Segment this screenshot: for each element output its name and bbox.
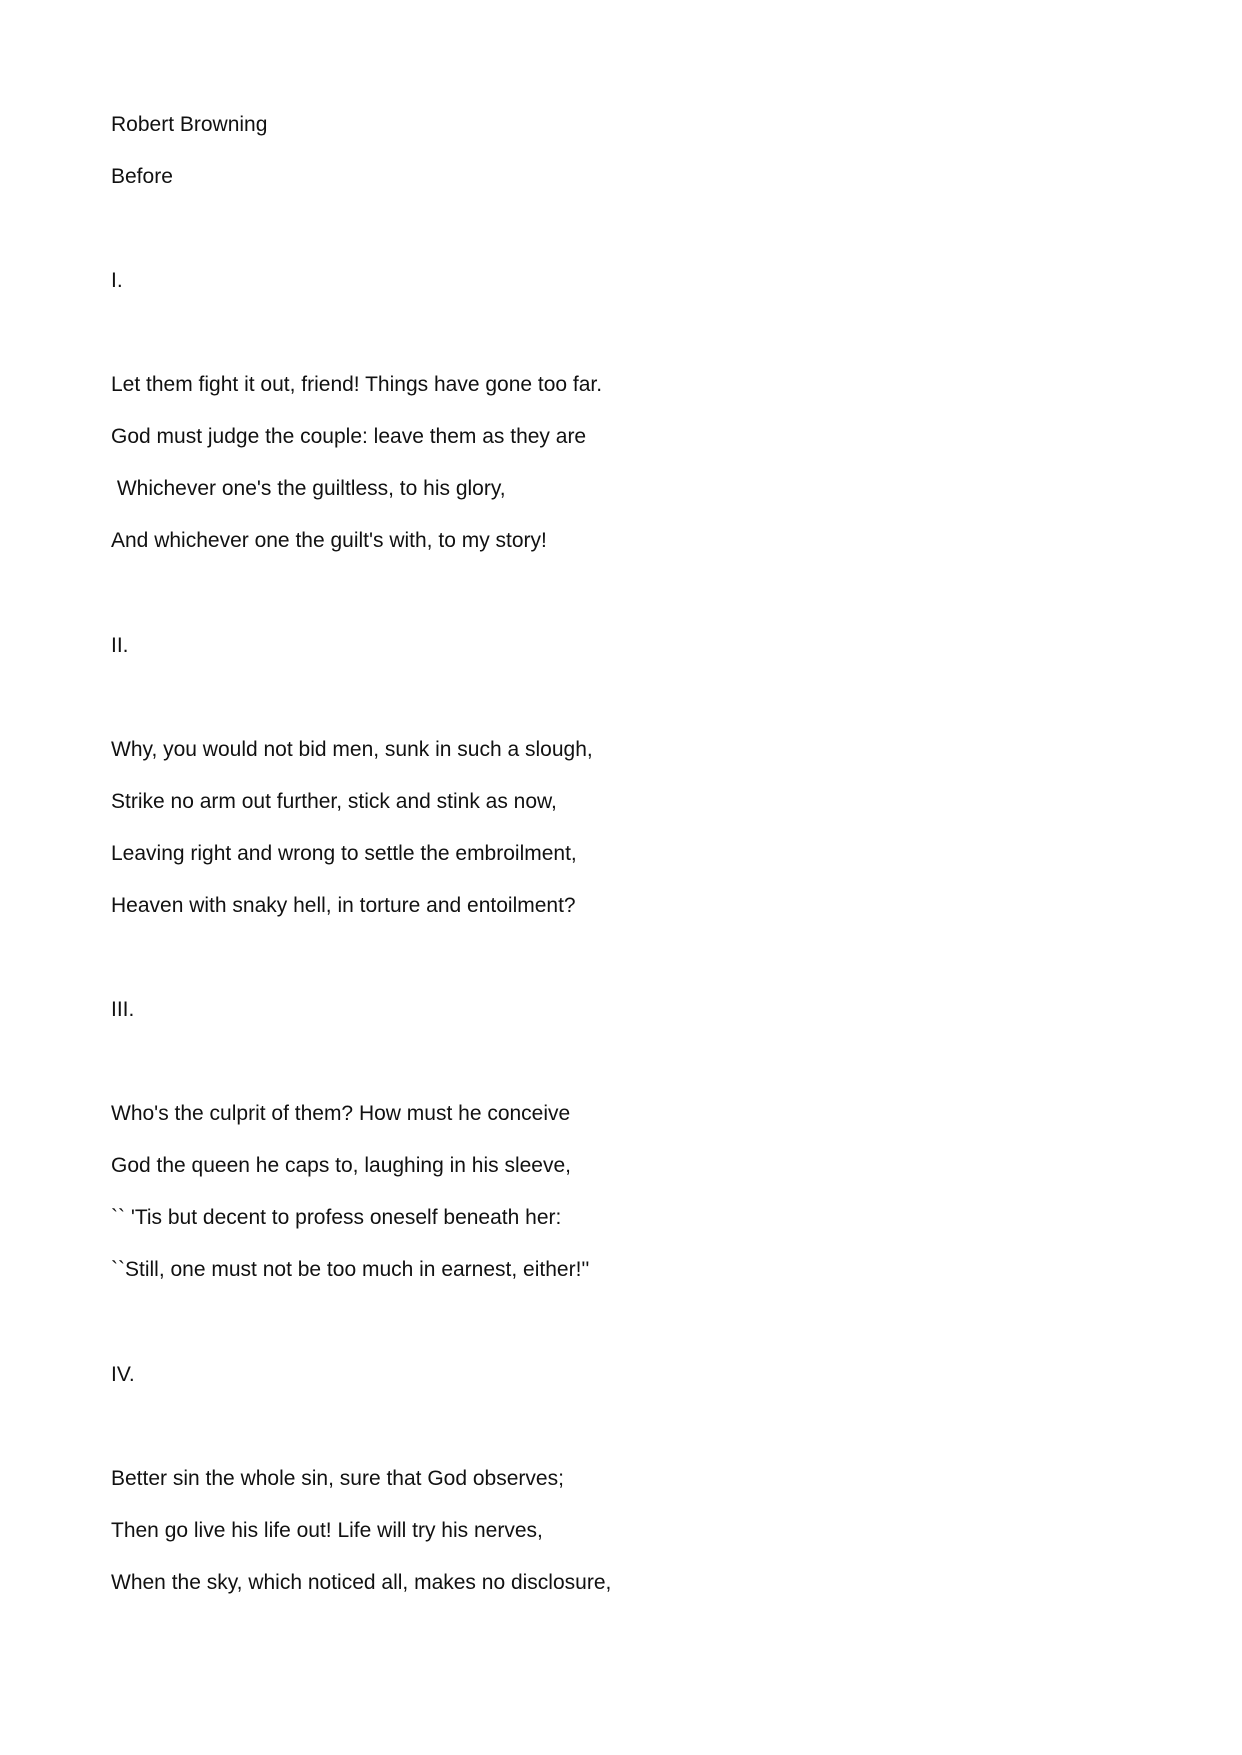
poem-line: Heaven with snaky hell, in torture and entoilment? bbox=[111, 894, 576, 917]
poem-line: Let them fight it out, friend! Things have gone too far. bbox=[111, 373, 603, 396]
poem-line: God the queen he caps to, laughing in his sleeve, bbox=[111, 1154, 571, 1177]
poem-title: Before bbox=[111, 165, 173, 188]
poem-line: And whichever one the guilt's with, to my story! bbox=[111, 529, 547, 552]
author-name: Robert Browning bbox=[111, 113, 268, 136]
poem-line: Better sin the whole sin, sure that God observes; bbox=[111, 1467, 564, 1490]
poem-line: Whichever one's the guiltless, to his glory, bbox=[111, 477, 506, 500]
poem-line: ``Still, one must not be too much in earnest, either!'' bbox=[111, 1258, 590, 1281]
poem-line: Leaving right and wrong to settle the embroilment, bbox=[111, 842, 577, 865]
poem-line: Why, you would not bid men, sunk in such a slough, bbox=[111, 738, 593, 761]
poem-line: Strike no arm out further, stick and stink as now, bbox=[111, 790, 557, 813]
stanza-numeral: IV. bbox=[111, 1363, 135, 1386]
poem-line: God must judge the couple: leave them as they are bbox=[111, 425, 587, 448]
poem-line: Then go live his life out! Life will try his nerves, bbox=[111, 1519, 543, 1542]
poem-line: `` 'Tis but decent to profess oneself beneath her: bbox=[111, 1206, 562, 1229]
stanza-numeral: I. bbox=[111, 269, 123, 292]
stanza-numeral: II. bbox=[111, 634, 129, 657]
poem-line: When the sky, which noticed all, makes no disclosure, bbox=[111, 1571, 612, 1594]
stanza-numeral: III. bbox=[111, 998, 135, 1021]
poem-line: Who's the culprit of them? How must he conceive bbox=[111, 1102, 571, 1125]
